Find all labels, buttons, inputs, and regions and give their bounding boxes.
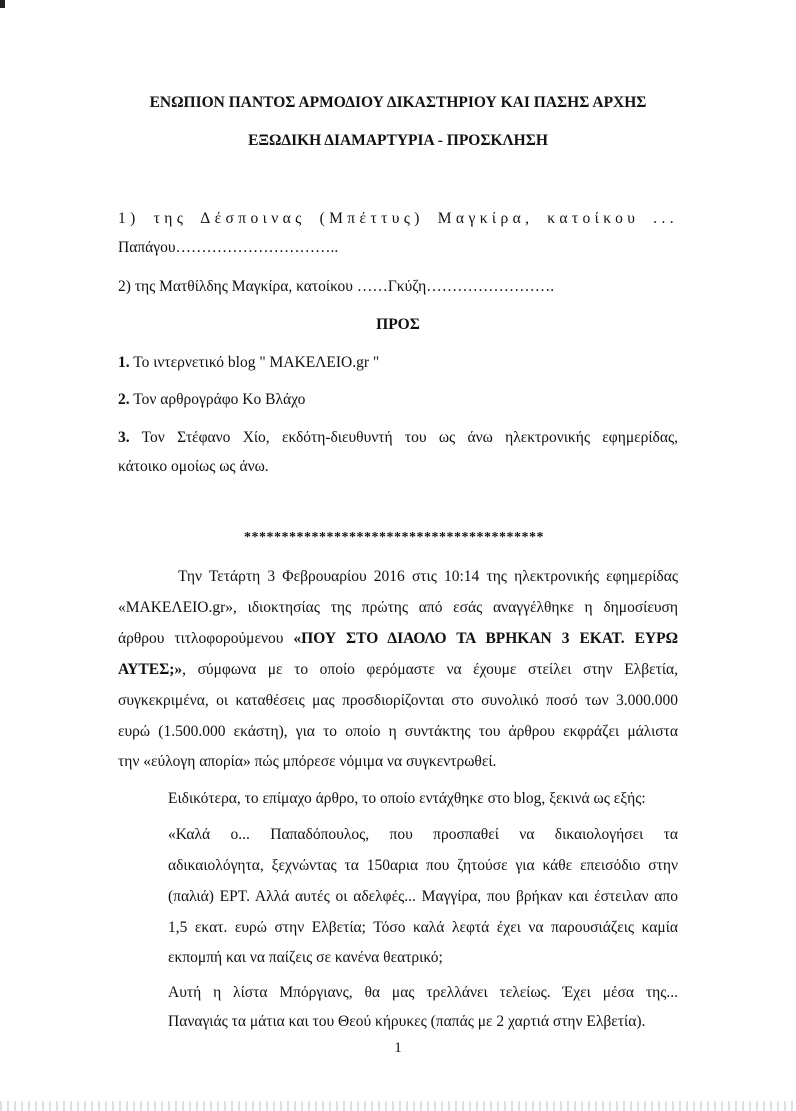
body-p1-line-5: συγκεκριμένα, οι καταθέσεις μας προσδιορίζονται στο συνολικό ποσό των 3.000.000 [118, 692, 678, 709]
document-subtitle: ΕΞΩΔΙΚΗ ΔΙΑΜΑΡΤΥΡΙΑ - ΠΡΟΣΚΛΗΣΗ [248, 132, 548, 149]
sender-2: 2) της Ματθίλδης Μαγκίρα, κατοίκου ……Γκύζη……………………. [118, 278, 555, 295]
quote-1-line-1: «Καλά ο... Παπαδόπουλος, που προσπαθεί να δικαιολογήσει τα [168, 826, 678, 843]
body-p1-line-4-text: , σύμφωνα με το οποίο φερόμαστε να έχουμε στείλει στην Ελβετία, [182, 661, 678, 678]
body-p1-line-6: ευρώ (1.500.000 εκάστη), για το οποίο η συντάκτης του άρθρου εκφράζει μάλιστα [118, 723, 678, 740]
body-p1-line-3-text: άρθρου τιτλοφορούμενου [118, 630, 294, 647]
body-p1-line-3 [118, 629, 678, 649]
recipient-2-text: Τον αρθρογράφο Κο Βλάχο [129, 391, 306, 408]
quote-1-line-5: εκπομπή και να παίζεις σε κανένα θεατρικό; [168, 949, 443, 966]
pros-heading: ΠΡΟΣ [376, 316, 420, 333]
sender-1-line-2: Παπάγου………………………….. [118, 239, 339, 256]
article-title-part-2: ΑΥΤΕΣ;» [118, 661, 183, 678]
body-p1-line-1: Την Τετάρτη 3 Φεβρουαρίου 2016 στις 10:14 της ηλεκτρονικής εφημερίδας [178, 568, 678, 585]
sender-1-line-1: 1) της Δέσποινας (Μπέττυς) Μαγκίρα, κατοίκου ... [118, 210, 678, 227]
quote-2-line-1: Αυτή η λίστα Μπόργιανς, θα μας τρελλάνει τελείως. Έχει μέσα της... [168, 984, 678, 1001]
quote-1-line-3: (παλιά) ΕΡΤ. Αλλά αυτές οι αδελφές... Μαγγίρα, που βρήκαν και έστειλαν απο [168, 888, 678, 905]
body-p1-line-7: την «εύλογη απορία» πώς μπόρεσε νόμιμα να συγκεντρωθεί. [118, 753, 497, 770]
body-p1-line-2: «ΜΑΚΕΛΕΙΟ.gr», ιδιοκτησίας της πρώτης από εσάς αναγγέλθηκε η δημοσίευση [118, 599, 678, 616]
quote-1-line-2: αδικαιολόγητα, ξεχνώντας τα 150αρια που ζητούσε για κάθε επεισόδιο στην [168, 857, 678, 874]
document-title: ΕΝΩΠΙΟΝ ΠΑΝΤΟΣ ΑΡΜΟΔΙΟΥ ΔΙΚΑΣΤΗΡΙΟΥ ΚΑΙ ΠΑΣΗΣ ΑΡΧΗΣ [149, 94, 647, 111]
separator-stars: **************************************** [244, 530, 544, 545]
recipient-3-number: 3. [118, 429, 130, 446]
recipient-2-number: 2. [118, 391, 130, 408]
quote-2-line-2: Παναγιάς τα μάτια και του Θεού κήρυκες (παπάς με 2 χαρτιά στην Ελβετία). [168, 1013, 646, 1030]
scan-corner-mark [0, 0, 5, 8]
recipient-3-line-2: κάτοικο ομοίως ως άνω. [118, 458, 269, 475]
recipient-1 [118, 353, 379, 373]
scan-bottom-noise [0, 1101, 796, 1111]
recipient-1-text: Το ιντερνετικό blog " ΜΑΚΕΛΕΙΟ.gr " [129, 354, 380, 371]
recipient-2 [118, 390, 305, 410]
recipient-3-text: Τον Στέφανο Χίο, εκδότη-διευθυντή του ως άνω ηλεκτρονικής εφημερίδας, [129, 429, 678, 446]
body-p2: Ειδικότερα, το επίμαχο άρθρο, το οποίο εντάχθηκε στο blog, ξεκινά ως εξής: [168, 790, 646, 807]
body-p1-line-4 [118, 660, 678, 680]
page-number: 1 [394, 1040, 402, 1056]
quote-1-line-4: 1,5 εκατ. ευρώ στην Ελβετία; Τόσο καλά λεφτά έχει να παρουσιάζεις καμία [168, 919, 678, 936]
article-title-part-1: «ΠΟΥ ΣΤΟ ΔΙΑΟΛΟ ΤΑ ΒΡΗΚΑΝ 3 ΕΚΑΤ. ΕΥΡΩ [293, 630, 678, 647]
recipient-3-line-1 [118, 428, 678, 448]
recipient-1-number: 1. [118, 354, 130, 371]
